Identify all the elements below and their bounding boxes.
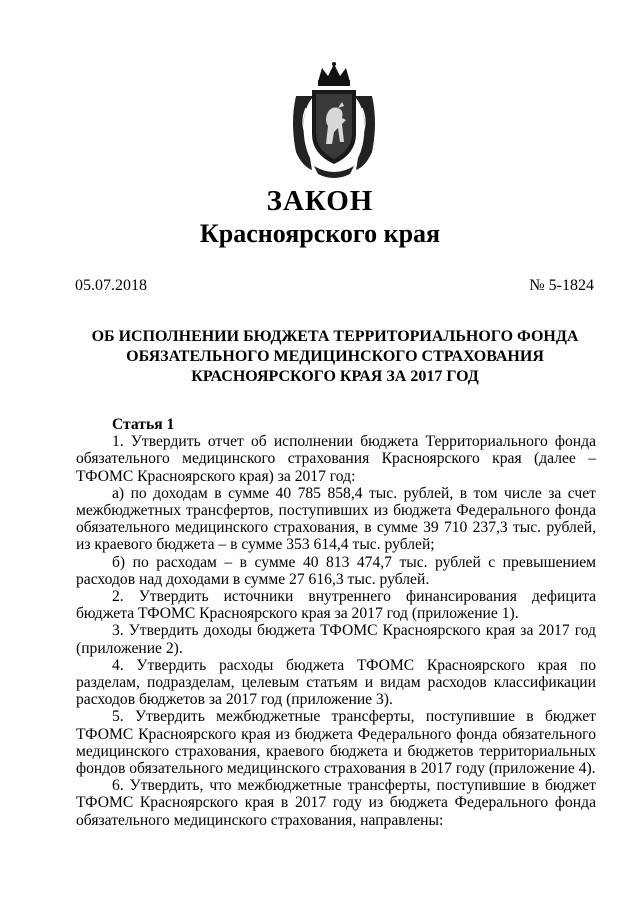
article-paragraph: 3. Утвердить доходы бюджета ТФОМС Красноярского края за 2017 год (приложение 2).	[76, 622, 596, 657]
article-paragraph: 5. Утвердить межбюджетные трансферты, поступившие в бюджет ТФОМС Красноярского края из бюджета Федерального фонда обязательного медицинского страхования, краевого бюджета и бюджетов территориальных фондов обязательного медицинского страхования в 2017 году (приложение 4).	[76, 708, 596, 778]
article-body	[76, 416, 596, 829]
article-paragraph: а) по доходам в сумме 40 785 858,4 тыс. рублей, в том числе за счет межбюджетных трансфертов, поступивших из бюджета Федерального фонда обязательного медицинского страхования, в сумме 39 710 237,3 тыс. рублей, из краевого бюджета – в сумме 353 614,4 тыс. рублей;	[76, 484, 596, 554]
krasnoyarsk-coat-of-arms-icon	[288, 62, 380, 180]
law-date: 05.07.2018	[75, 277, 147, 294]
law-heading-line: ОБ ИСПОЛНЕНИИ БЮДЖЕТА ТЕРРИТОРИАЛЬНОГО ФОНДА	[91, 328, 579, 345]
law-title: ЗАКОН	[266, 185, 374, 217]
law-heading-line: КРАСНОЯРСКОГО КРАЯ ЗА 2017 ГОД	[191, 368, 479, 385]
law-region-subtitle: Красноярского края	[199, 219, 441, 248]
article-paragraph: 2. Утвердить источники внутреннего финансирования дефицита бюджета ТФОМС Красноярского края за 2017 год (приложение 1).	[76, 588, 596, 623]
article-paragraph: 1. Утвердить отчет об исполнении бюджета Территориального фонда обязательного медицинского страхования Красноярского края (далее – ТФОМС Красноярского края) за 2017 год:	[76, 433, 596, 485]
article-paragraph: 4. Утвердить расходы бюджета ТФОМС Красноярского края по разделам, подразделам, целевым статьям и видам расходов классификации расходов бюджетов за 2017 год (приложение 3).	[76, 656, 596, 709]
article-title: Статья 1	[112, 416, 175, 433]
law-number: № 5-1824	[529, 277, 594, 294]
article-paragraph: б) по расходам – в сумме 40 813 474,7 тыс. рублей с превышением расходов над доходами в сумме 27 616,3 тыс. рублей.	[76, 553, 596, 588]
law-heading	[80, 327, 590, 387]
article-paragraph: 6. Утвердить, что межбюджетные трансферты, поступившие в бюджет ТФОМС Красноярского края в 2017 году из бюджета Федерального фонда обязательного медицинского страхования, направлены:	[76, 777, 596, 829]
law-heading-line: ОБЯЗАТЕЛЬНОГО МЕДИЦИНСКОГО СТРАХОВАНИЯ	[126, 348, 544, 365]
